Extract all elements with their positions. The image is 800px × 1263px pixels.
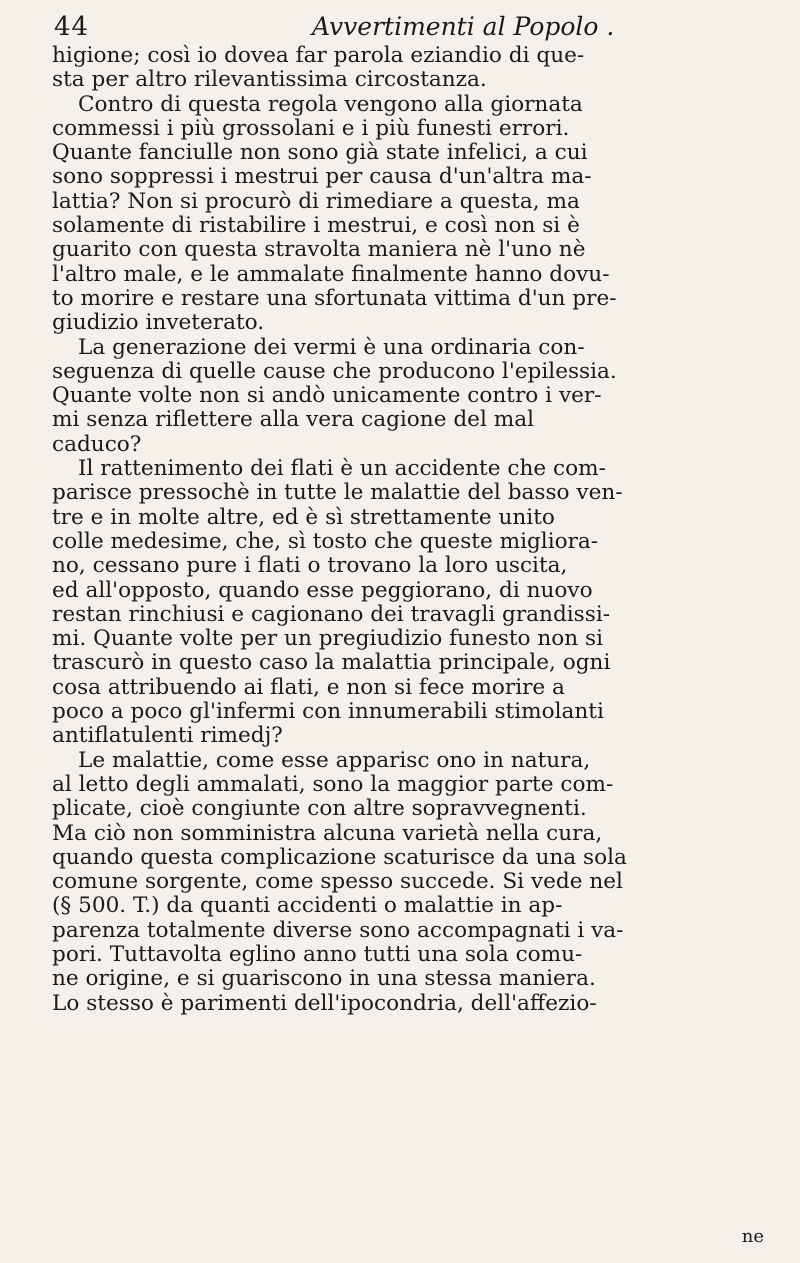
text-line: guarito con questa stravolta maniera nè l'uno nè <box>52 238 586 263</box>
text-line: sono soppressi i mestrui per causa d'un'altra ma- <box>52 165 592 190</box>
running-head <box>52 10 782 40</box>
text-line: higione; così io dovea far parola eziandio di que- <box>52 44 585 68</box>
text-line: Ma ciò non somministra alcuna varietà nella cura, <box>52 821 603 846</box>
page-number: 44 <box>54 12 90 42</box>
text-line: l'altro male, e le ammalate finalmente hanno dovu- <box>52 262 610 287</box>
text-line: solamente di ristabilire i mestrui, e così non si è <box>52 214 580 239</box>
catchword: ne <box>741 1226 764 1247</box>
text-line: caduco? <box>52 432 142 457</box>
text-line: commessi i più grossolani e i più funesti errori. <box>52 116 570 141</box>
text-line: lattia? Non si procurò di rimediare a questa, ma <box>52 189 580 214</box>
text-line: Contro di questa regola vengono alla giornata <box>78 92 583 117</box>
text-line: Le malattie, come esse apparisc ono in natura, <box>78 748 591 773</box>
text-line: Il rattenimento dei flati è un accidente che com- <box>78 457 606 482</box>
text-line: giudizio inveterato. <box>52 311 265 336</box>
text-line: al letto degli ammalati, sono la maggior parte com- <box>52 772 614 797</box>
text-line: ne origine, e si guariscono in una stessa maniera. <box>52 967 596 992</box>
text-line: no, cessano pure i flati o trovano la loro uscita, <box>52 554 568 579</box>
text-line: parenza totalmente diverse sono accompagnati i va- <box>52 918 624 943</box>
text-line: mi senza riflettere alla vera cagione del mal <box>52 408 534 433</box>
text-line: antiflatulenti rimedj? <box>52 724 283 749</box>
text-line: ed all'opposto, quando esse peggiorano, di nuovo <box>52 578 593 603</box>
text-line: poco a poco gl'infermi con innumerabili stimolanti <box>52 700 604 725</box>
text-line: quando questa complicazione scaturisce da una sola <box>52 845 627 870</box>
text-line: sta per altro rilevantissima circostanza. <box>52 68 487 93</box>
text-line: Quante volte non si andò unicamente contro i ver- <box>52 384 602 409</box>
text-line: restan rinchiusi e cagionano dei travagli grandissi- <box>52 602 611 627</box>
text-line: tre e in molte altre, ed è sì strettamente unito <box>52 505 555 530</box>
text-line: colle medesime, che, sì tosto che queste migliora- <box>52 529 599 554</box>
text-line: pori. Tuttavolta eglino anno tutti una sola comu- <box>52 942 583 967</box>
text-line: cosa attribuendo ai flati, e non si fece morire a <box>52 675 565 700</box>
text-line: mi. Quante volte per un pregiudizio funesto non si <box>52 627 604 652</box>
text-line: comune sorgente, come spesso succede. Si vede nel <box>52 870 623 895</box>
text-line: trascurò in questo caso la malattia principale, ogni <box>52 651 611 676</box>
text-line: (§ 500. T.) da quanti accidenti o malattie in ap- <box>52 894 563 919</box>
text-line: La generazione dei vermi è una ordinaria con- <box>78 335 585 360</box>
text-line: parisce pressochè in tutte le malattie del basso ven- <box>52 481 623 506</box>
text-line: plicate, cioè congiunte con altre sopravvegnenti. <box>52 797 587 822</box>
text-line: to morire e restare una sfortunata vittima d'un pre- <box>52 286 617 311</box>
text-line: seguenza di quelle cause che producono l'epilessia. <box>52 359 617 384</box>
text-line: Quante fanciulle non sono già state infelici, a cui <box>52 141 588 166</box>
text-line: Lo stesso è parimenti dell'ipocondria, dell'affezio- <box>52 991 597 1016</box>
body-text <box>52 44 782 1016</box>
running-title: Avvertimenti al Popolo . <box>312 12 615 41</box>
